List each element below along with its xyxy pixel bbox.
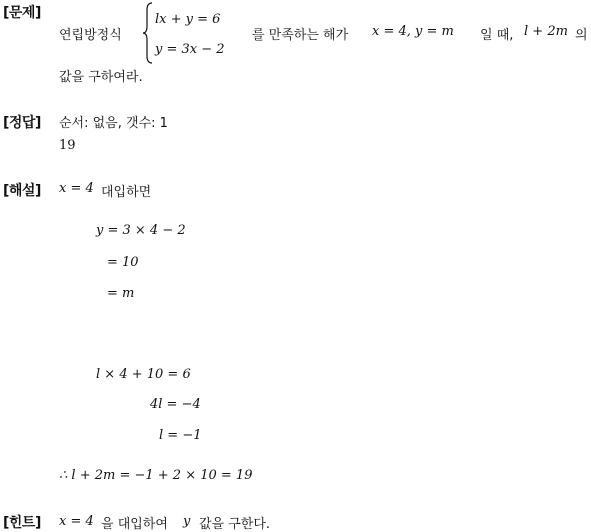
solution-step1: y = 3 × 4 − 2 — [96, 223, 186, 238]
problem-tail-c: 의 — [575, 28, 588, 43]
answer-tag: [정답] — [3, 115, 41, 131]
problem-tag: [문제] — [3, 5, 41, 21]
solution-step5: 4l = −4 — [150, 397, 201, 412]
problem-line2: 값을 구하여라. — [59, 70, 143, 85]
solution-intro-text: 대입하면 — [101, 185, 152, 200]
system-brace — [143, 2, 153, 64]
answer-value: 19 — [59, 138, 76, 153]
problem-intro: 연립방정식 — [59, 28, 122, 43]
hint-tag: [힌트] — [3, 515, 41, 531]
hint-text1: 을 대입하여 — [101, 517, 168, 532]
problem-tail-expr: l + 2m — [524, 24, 568, 39]
hint-text2: 값을 구한다. — [199, 517, 271, 532]
problem-tail-b: 일 때, — [480, 28, 514, 43]
system-eq1: lx + y = 6 — [155, 12, 221, 27]
answer-meta: 순서: 없음, 갯수: 1 — [59, 116, 168, 131]
solution-step4: l × 4 + 10 = 6 — [96, 367, 191, 382]
solution-step6: l = −1 — [159, 428, 202, 443]
solution-tag: [해설] — [3, 183, 41, 199]
solution-step3: = m — [107, 286, 135, 301]
solution-conclusion: ∴ l + 2m = −1 + 2 × 10 = 19 — [59, 468, 253, 483]
problem-tail-a: 를 만족하는 해가 — [252, 28, 349, 43]
solution-step2: = 10 — [107, 255, 139, 270]
solution-intro-math: x = 4 — [59, 181, 94, 196]
problem-tail-cond: x = 4, y = m — [372, 24, 454, 39]
hint-math2: y — [183, 514, 191, 529]
hint-math1: x = 4 — [59, 514, 94, 529]
system-eq2: y = 3x − 2 — [155, 42, 225, 57]
